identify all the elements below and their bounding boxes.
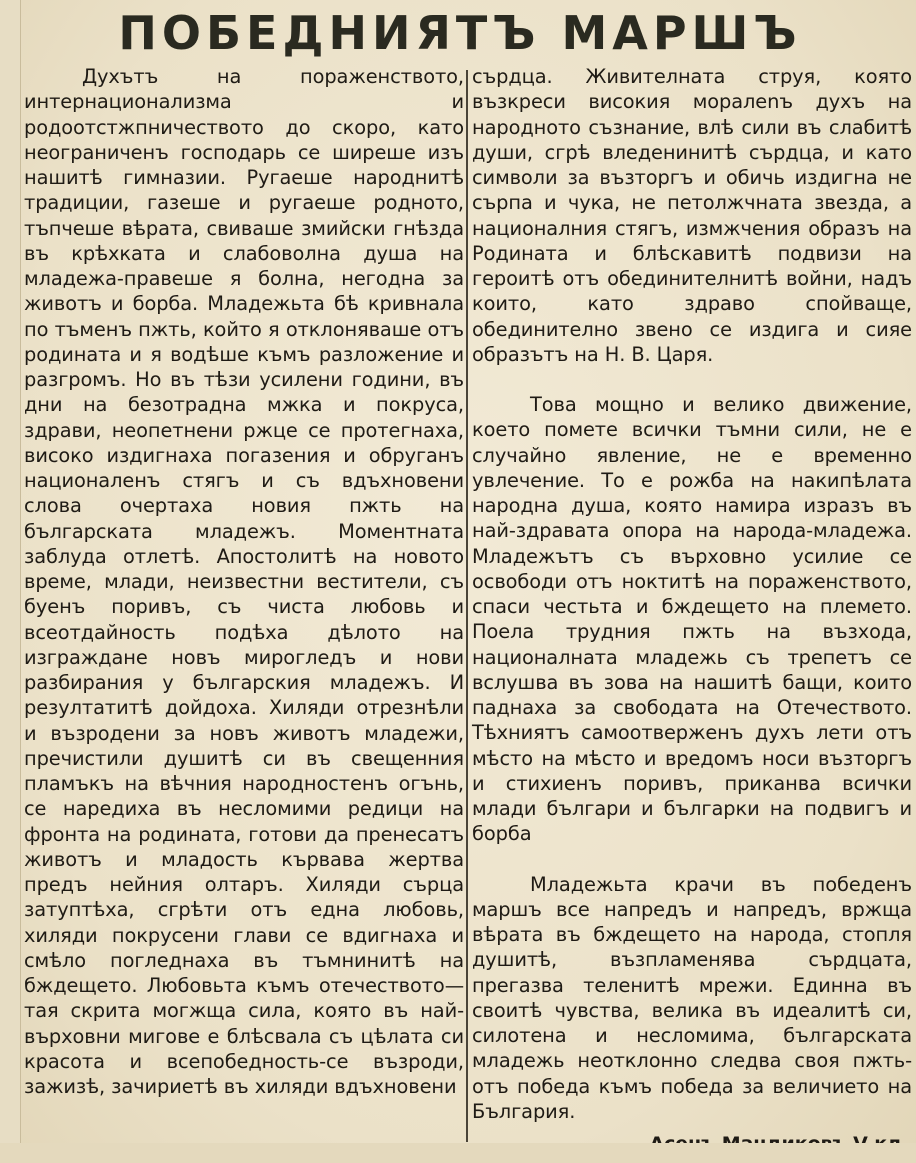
paper-bottom-edge [0, 1143, 916, 1163]
article-title: ПОБЕДНИЯТЪ МАРШЪ [118, 6, 802, 60]
paragraph-1: Духътъ на пораженството, интернационализма и родоотстжпничеството до скоро, като неограниченъ господарь се ширеше изъ нашитѣ гимназии. Ругаеше народнитѣ традиции, газеше и ругаеше родното, тъпчеше вѣрата, свиваше змийски гнѣзда въ крѣхката и слабоволна душа на младежа-правеше я болна, негодна за животъ и борба. Младежьта бѣ кривнала по тъменъ пжть, който я отклоняваше отъ родината и я водѣше къмъ разложение и разгромъ. Но въ тѣзи усилени години, въ дни на безотрадна мжка и покруса, здрави, неопетнени ржце се протегнаха, високо издигнаха погазения и обруганъ националенъ стягъ и съ вдъхновени слова очертаха новия пжть на българската младежъ. Моментната заблуда отлетѣ. Апостолитѣ на новото време, млади, неизвестни вестители, съ буенъ поривъ, съ чиста любовь и всеотдайность подѣха дѣлото на изграждане новъ мирогледъ и нови разбирания у българския младежъ. И резултатитѣ дойдоха. Хиляди отрезнѣли и възродени за новъ животъ младежи, пречистили душитѣ си въ свещенния пламъкъ на вѣчния народностенъ огънь, се наредиха въ несломими редици на фронта на родината, готови да пренесатъ животъ и младость кървава жертва предъ нейния олтаръ. Хиляди сърца затуптѣха, сгрѣти отъ една любовь, хиляди покрусени глави се вдигнаха и смѣло погледнаха въ тъмнинитѣ на бждещето. Любовьта къмъ отечеството—тая скрита могжща сила, която въ най-върховни мигове е блѣсвала съ цѣлата си красота и всепобедность-се възроди, зажизѣ, зачириетѣ въ хиляди вдъхновени [24, 65, 464, 1098]
paragraph-3: Младежьта крачи въ победенъ маршъ все напредъ и напредъ, вржща вѣрата въ бждещето на народа, стопля душитѣ, възпламенява сърдцата, прегазва теленитѣ мрежи. Единна въ своитѣ чувства, велика въ идеалитѣ си, силотена и несломима, българската младежь неотклонно следва своя пжть-отъ победа къмъ победа за величието на България. [472, 872, 912, 1123]
paragraph-2: Това мощно и велико движение, което помете всички тъмни сили, не е случайно явление, не е временно увлечение. То е рожба на накипѣлата народна душа, която намира изразъ въ най-здравата опора на народа-младежа. Младежътъ съ върховно усилие се освободи отъ ноктитѣ на пораженството, спаси честьта и бждещето на племето. Поела трудния пжть на възхода, националната младежь съ трепетъ се вслушва въ зова на нашитѣ бащи, които паднаха за свободата на Отечеството. Тѣхниятъ самоотверженъ духъ лети отъ мѣсто на мѣсто и вредомъ носи възторгъ и стихиенъ поривъ, приканва всички млади българи и българки на подвигъ и борба [472, 393, 912, 846]
left-column [24, 64, 464, 1142]
paper-edge [0, 0, 21, 1163]
paragraph-1-continued: сърдца. Живителната струя, която възкреси високия моралenъ духъ на народното съзнание, влѣ сили въ слабитѣ души, сгрѣ вледенинитѣ сърдца, и като символи за възторгъ и обичь издигна не сърпа и чука, не петолжчната звезда, а националния стягъ, измжчения образъ на Родината и блѣскавитѣ подвизи на героитѣ отъ обединителнитѣ войни, надъ които, като здраво спойващe, обединително звено се издига и сияе образътъ на Н. В. Царя. [472, 65, 912, 366]
column-divider [466, 70, 468, 1142]
right-column [472, 64, 912, 1142]
